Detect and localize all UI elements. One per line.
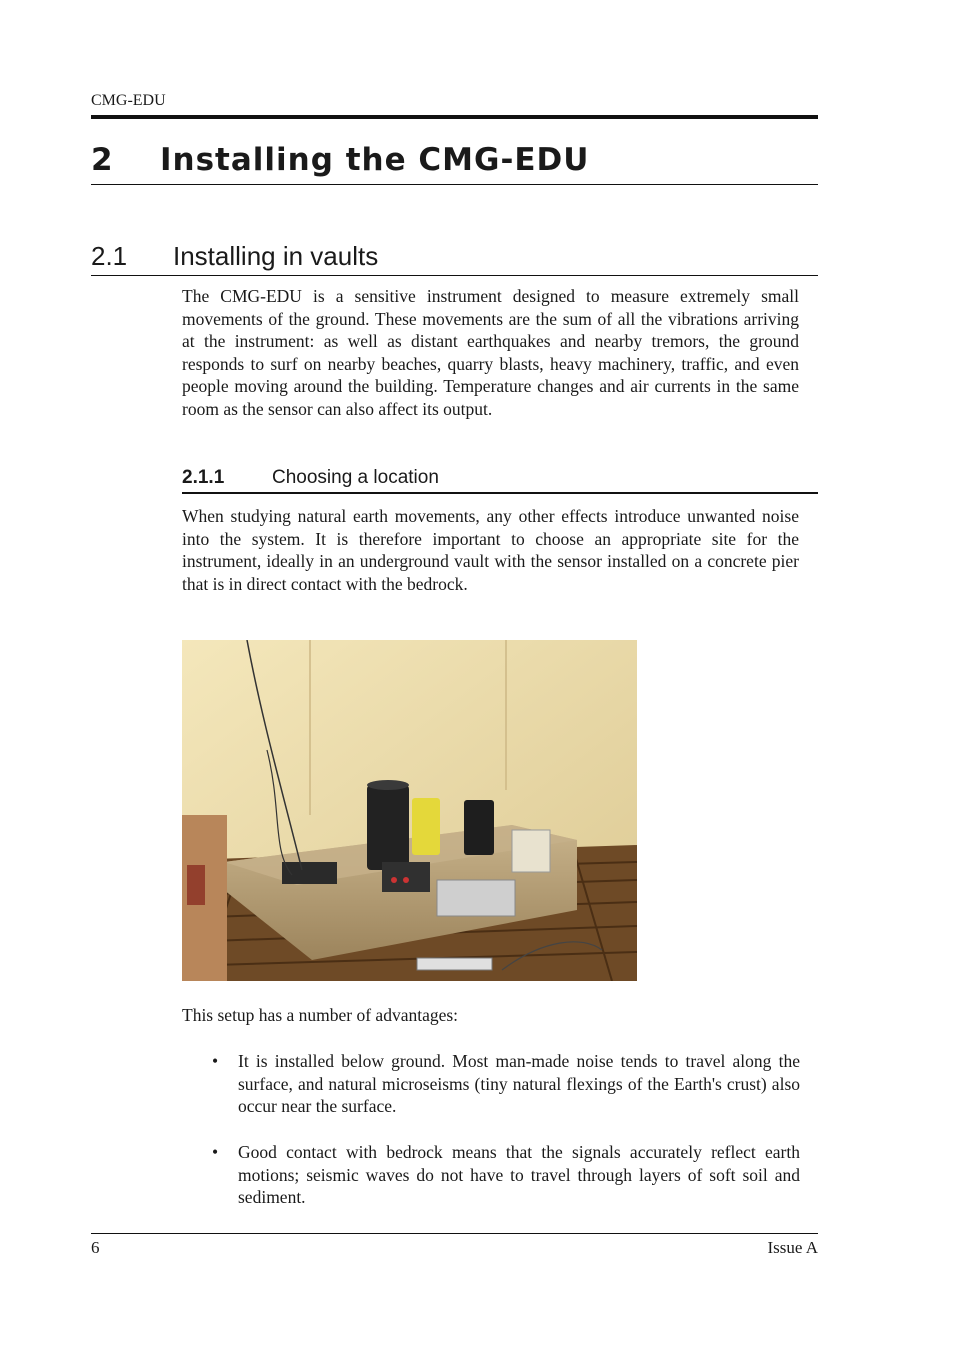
running-header: CMG-EDU: [91, 92, 166, 109]
chapter-number: 2: [91, 142, 114, 178]
footer-rule: [91, 1233, 818, 1234]
list-item-text: Good contact with bedrock means that the signals accurately reflect earth motions; seismic waves do not have to travel through layers of soft soil and sediment.: [238, 1142, 800, 1207]
subsection-rule: [182, 492, 818, 494]
yellow-cylinder: [412, 798, 440, 855]
subsection-body-paragraph: When studying natural earth movements, any other effects introduce unwanted noise into the system. It is therefore important to choose an appropriate site for the instrument, ideally in an underground vault with the sensor installed on a concrete pier that is in direct contact with the bedrock.: [182, 506, 799, 594]
vault-photo-illustration: [182, 640, 637, 981]
bullet-icon: •: [212, 1142, 219, 1162]
subsection-title: [182, 467, 439, 489]
page-number: 6: [91, 1238, 100, 1257]
issue-label: Issue A: [767, 1238, 818, 1257]
subsection-number: 2.1.1: [182, 467, 225, 488]
header-rule: [91, 115, 818, 119]
black-cylinder: [464, 800, 494, 855]
section-intro-paragraph: The CMG-EDU is a sensitive instrument designed to measure extremely small movements of the ground. These movements are the sum of all the vibrations arriving at the instrument: as well as distant earthquakes and nearby tremors, the ground responds to surf on nearby beaches, quarry blasts, heavy machinery, traffic, and even people moving around the building. Temperature changes and air currents in the same room as the sensor can also affect its output.: [182, 286, 799, 419]
advantages-intro: This setup has a number of advantages:: [182, 1005, 459, 1025]
section-title-text: Installing in vaults: [173, 241, 379, 271]
instrument-case: [437, 880, 515, 916]
section-rule: [91, 275, 818, 276]
chapter-rule: [91, 184, 818, 185]
subsection-title-text: Choosing a location: [272, 467, 439, 488]
section-title: [91, 241, 378, 272]
list-item-text: It is installed below ground. Most man-made noise tends to travel along the surface, and natural microseisms (tiny natural flexings of the Earth's crust) also occur near the surface.: [238, 1051, 800, 1116]
chapter-title: [91, 142, 818, 178]
bullet-icon: •: [212, 1051, 219, 1071]
seismometer-sensor: [367, 785, 409, 870]
section-number: 2.1: [91, 241, 128, 271]
vault-installation-photo: [182, 640, 637, 981]
ups-box: [512, 830, 550, 872]
power-strip: [417, 958, 492, 970]
chapter-title-text: Installing the CMG-EDU: [160, 142, 590, 178]
